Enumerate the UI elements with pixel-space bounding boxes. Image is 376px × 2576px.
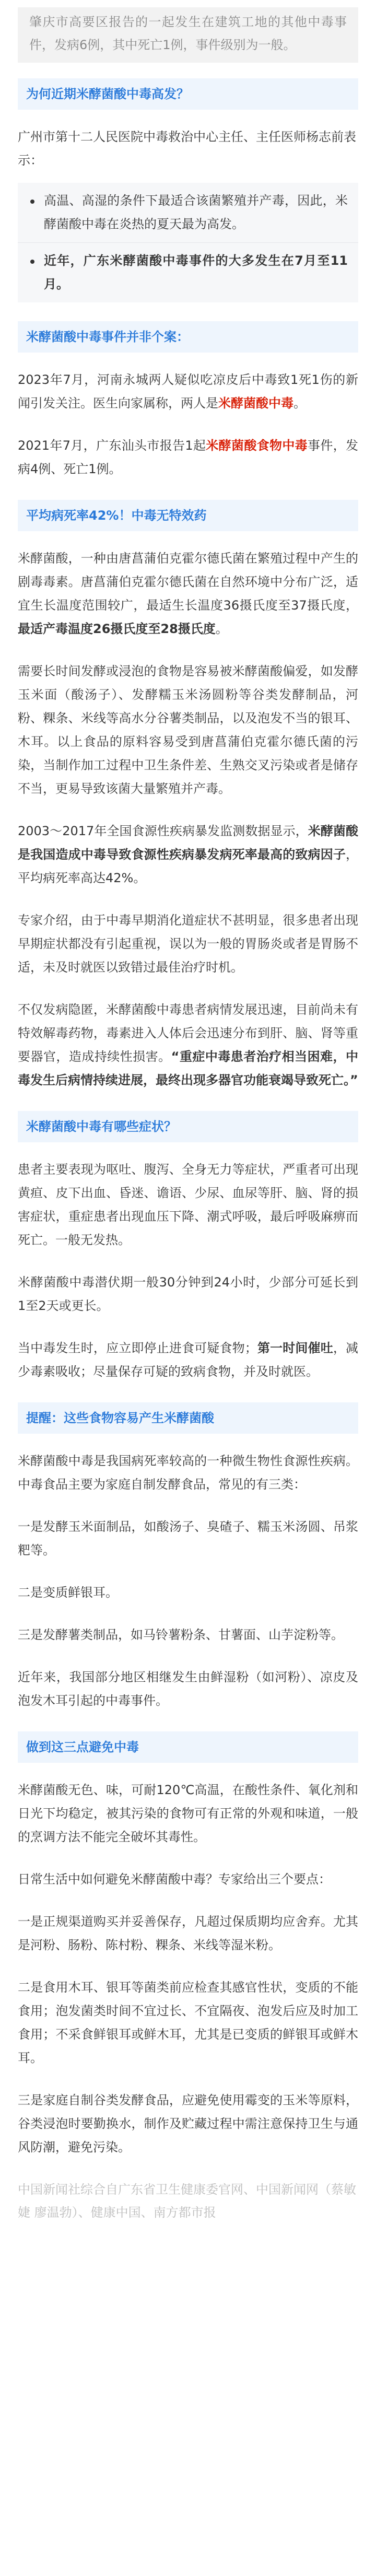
- expert-intro: 广州市第十二人民医院中毒救治中心主任、主任医师杨志前表示：: [18, 130, 356, 168]
- tip-three: 三是家庭自制谷类发酵食品，应避免使用霉变的玉米等原料，谷类浸泡时要勤换水，制作及贮藏过程中需注意保持卫生与通风防潮，避免污染。: [18, 2093, 358, 2155]
- tips-intro-paragraph: 日常生活中如何避免米酵菌酸中毒？专家给出三个要点：: [18, 1872, 331, 1887]
- statistics-bold: 米酵菌酸是我国造成中毒导致食源性疾病暴发病死率最高的致病因子: [18, 824, 359, 862]
- statistics-paragraph: [18, 819, 358, 890]
- section-heading-symptoms: 米酵菌酸中毒有哪些症状？: [18, 1111, 358, 1142]
- case-text-end: 事件，发病4例、死亡1例。: [18, 438, 359, 476]
- reason-item-season: [18, 242, 358, 302]
- case-text: 2021年7月，广东汕头市报告1起: [18, 438, 206, 453]
- section-heading-fatality: 平均病死率42%！中毒无特效药: [18, 500, 358, 531]
- food-type-two: 二是变质鲜银耳。: [18, 1585, 118, 1600]
- section-heading-why-frequent: 为何近期米酵菌酸中毒高发？: [18, 78, 358, 110]
- section-heading-cases: 米酵菌酸中毒事件并非个案：: [18, 321, 358, 353]
- food-type-one: 一是发酵玉米面制品，如酸汤子、臭碴子、糯玉米汤圆、吊浆粑等。: [18, 1519, 358, 1558]
- case-highlight: 米酵菌酸食物中毒: [206, 438, 308, 453]
- case-text-end: 。: [293, 396, 306, 411]
- food-type-three: 三是发酵薯类制品，如马铃薯粉条、甘薯面、山芋淀粉等。: [18, 1627, 344, 1642]
- case-highlight: 米酵菌酸中毒: [218, 396, 293, 411]
- reason-text: 近年，广东米酵菌酸中毒事件的大多发生在7月至11月。: [44, 253, 348, 291]
- progression-bold: “重症中毒患者治疗相当困难，中毒发生后病情持续进展，最终出现多器官功能衰竭导致死亡。”: [18, 1049, 358, 1087]
- intro-quote: 肇庆市高要区报告的一起发生在建筑工地的其他中毒事件，发病6例，其中死亡1例，事件级别为一般。: [18, 7, 358, 63]
- food-paragraph: 需要长时间发酵或浸泡的食物是容易被米酵菌酸偏爱，如发酵玉米面（酸汤子）、发酵糯玉米汤圆粉等谷类发酵制品，河粉、粿条、米线等高水分谷薯类制品，以及泡发不当的银耳、木耳。以上食品的原料容易受到唐菖蒲伯克霍尔德氏菌的污染，当制作加工过程中卫生条件差、生熟交叉污染或者是储存不当，更易导致该菌大量繁殖并产毒。: [18, 664, 358, 796]
- toxin-paragraph: [18, 547, 358, 641]
- case-paragraph-henan: [18, 368, 358, 415]
- first-aid-text-end: ，减少毒素吸收；尽量保存可疑的致病食物，并及时就医。: [18, 1341, 359, 1379]
- foods-intro-paragraph: 米酵菌酸中毒是我国病死率较高的一种微生物性食源性疾病。中毒食品主要为家庭自制发酵食品，常见的有三类：: [18, 1454, 358, 1492]
- case-paragraph-shantou: [18, 434, 358, 481]
- section-heading-foods: 提醒：这些食物容易产生米酵菌酸: [18, 1402, 358, 1434]
- toxin-text-end: 。: [215, 622, 228, 636]
- toxin-bold: 最适产毒温度26摄氏度至28摄氏度: [18, 622, 216, 636]
- reason-item-conditions: [18, 183, 358, 242]
- statistics-text: 2003～2017年全国食源性疾病暴发监测数据显示，: [18, 824, 308, 838]
- incubation-paragraph: 米酵菌酸中毒潜伏期一般30分钟到24小时，少部分可延长到1至2天或更长。: [18, 1275, 358, 1313]
- tip-two: 二是食用木耳、银耳等菌类前应检查其感官性状，变质的不能食用；泡发菌类时间不宜过长、不宜隔夜、泡发后应及时加工食用；不采食鲜银耳或鲜木耳，尤其是已变质的鲜银耳或鲜木耳。: [18, 1980, 358, 2065]
- statistics-text-end: ，平均病死率高达42%。: [18, 847, 358, 885]
- case-text: 2023年7月，河南永城两人疑似吃凉皮后中毒致1死1伤的新闻引发关注。医生向家属称，两人是: [18, 372, 358, 411]
- first-aid-bold: 第一时间催吐: [257, 1341, 333, 1355]
- section-heading-prevention: 做到这三点避免中毒: [18, 1731, 358, 1763]
- toxin-stability-paragraph: 米酵菌酸无色、味，可耐120℃高温，在酸性条件、氧化剂和日光下均稳定，被其污染的食物可有正常的外观和味道，一般的烹调方法不能完全破坏其毒性。: [18, 1783, 358, 1844]
- reason-text: 高温、高湿的条件下最适合该菌繁殖并产毒，因此，米酵菌酸中毒在炎热的夏天最为高发。: [44, 193, 348, 231]
- toxin-text: 米酵菌酸，一种由唐菖蒲伯克霍尔德氏菌在繁殖过程中产生的剧毒毒素。唐菖蒲伯克霍尔德氏菌在自然环境中分布广泛，适宜生长温度范围较广，最适生长温度36摄氏度至37摄氏度，: [18, 551, 358, 613]
- tip-one: 一是正规渠道购买并妥善保存，凡超过保质期均应舍弃。尤其是河粉、肠粉、陈村粉、粿条、米线等湿米粉。: [18, 1914, 358, 1952]
- source-credit: 中国新闻社综合自广东省卫生健康委官网、中国新闻网（蔡敏婕 廖温勃）、健康中国、南方都市报: [18, 2182, 356, 2220]
- reason-list: [18, 183, 358, 302]
- progression-paragraph: [18, 998, 358, 1092]
- progression-text: 不仅发病隐匿，米酵菌酸中毒患者病情发展迅速，目前尚未有特效解毒药物，毒素进入人体后会迅速分布到肝、脑、肾等重要器官，造成持续性损害。: [18, 1002, 358, 1064]
- symptoms-paragraph: 患者主要表现为呕吐、腹泻、全身无力等症状，严重者可出现黄疸、皮下出血、昏迷、谵语、少尿、血尿等肝、脑、肾的损害症状，重症患者出现血压下降、潮式呼吸，最后呼吸麻痹而死亡。一般无发热。: [18, 1162, 358, 1247]
- first-aid-paragraph: [18, 1337, 358, 1384]
- recent-cases-paragraph: 近年来，我国部分地区相继发生由鲜湿粉（如河粉）、凉皮及泡发木耳引起的中毒事件。: [18, 1670, 358, 1708]
- expert-paragraph: 专家介绍，由于中毒早期消化道症状不甚明显，很多患者出现早期症状都没有引起重视，误以为一般的胃肠炎或者是胃肠不适，未及时就医以致错过最佳治疗时机。: [18, 913, 358, 975]
- first-aid-text: 当中毒发生时，应立即停止进食可疑食物；: [18, 1341, 257, 1355]
